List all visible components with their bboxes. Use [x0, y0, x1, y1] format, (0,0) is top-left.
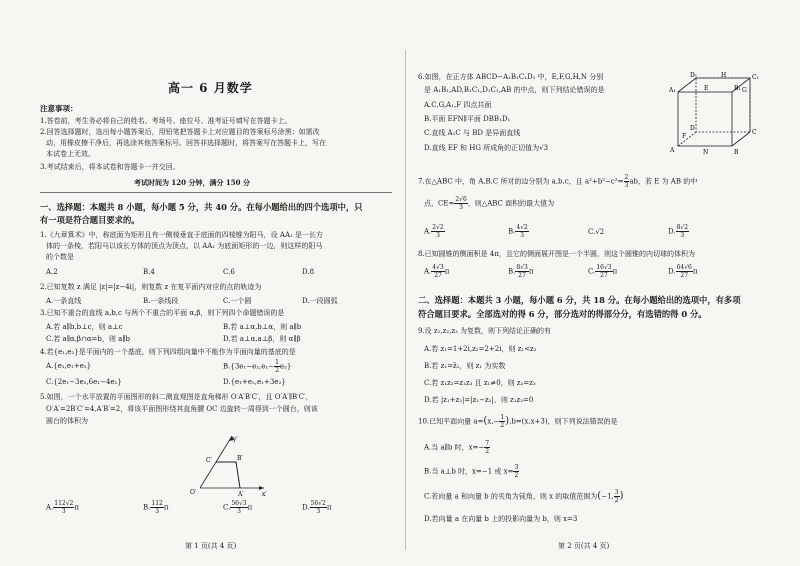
fraction-denominator: 2	[614, 497, 619, 504]
label: N	[703, 149, 709, 156]
fraction	[515, 264, 528, 279]
q4-option-a: A.{e₁,e₁+e₂}	[46, 362, 92, 370]
paren-close: )	[505, 415, 510, 427]
q10-stem-b: ,b=(x,x+3)，则下列说法错误的是	[509, 417, 618, 426]
q3-option-b: B.若 a⊥α,b⊥α，则 a∥b	[223, 323, 302, 331]
q5-line: 圆台的体积为	[46, 417, 88, 425]
fraction	[676, 224, 689, 239]
paren-open: (	[597, 490, 602, 502]
fraction-numerator: 64√6	[676, 264, 692, 271]
exam-title: 高一 6 月数学	[168, 81, 253, 95]
pi-symbol: π	[612, 267, 618, 276]
fraction-numerator: 112√2	[54, 500, 74, 507]
fraction-denominator: 2	[514, 472, 519, 479]
option-letter: B.	[508, 267, 516, 276]
label: B₁	[734, 85, 741, 92]
label: A	[670, 147, 675, 154]
label-b: B′	[237, 455, 243, 462]
fraction-numerator: 4√2	[516, 224, 528, 231]
fraction-numerator: 2√2	[432, 224, 444, 231]
fraction	[595, 264, 612, 279]
q1-option-c: C.6	[223, 268, 235, 276]
notice-line: 动，用橡皮擦干净后，再选涂其他答案标号。回答非选择题时，将答案写在答题卡上，写在	[46, 139, 326, 147]
fraction	[431, 264, 444, 279]
q6-option-c: C.直线 A₁C 与 BD 是异面直线	[424, 129, 521, 137]
q7-line-1	[418, 174, 697, 189]
section-1-heading: 一、选择题：本题共 8 小题，每小题 5 分，共 40 分。在每小题给出的四个选项中，只	[40, 202, 363, 212]
fraction	[310, 500, 327, 515]
fraction-numerator: 56√3	[231, 500, 247, 507]
fraction	[515, 224, 528, 239]
fraction-denominator: 2	[275, 367, 279, 374]
fraction-numerator: 56√2	[310, 500, 326, 507]
q5-figure	[180, 432, 270, 498]
q5-option-c	[223, 500, 252, 515]
q7-stem-a: 7.在△ABC 中，角 A,B,C 所对的边分别为 a,b,c，且 a²+b²−c²=	[418, 177, 624, 186]
q10-stem-vec: x,−	[487, 417, 500, 426]
label-y: y′	[233, 436, 238, 443]
q10-stem-a: 10.已知平面向量 a=	[418, 417, 484, 426]
paren-close: )	[619, 490, 624, 502]
q3-option-d: D.若 a⊥α,a⊥β，则 α∥β	[223, 335, 301, 343]
option-text: A.当 a∥b 时，x=−	[424, 443, 485, 452]
section-1-heading-cont: 有一项是符合题目要求的。	[40, 215, 140, 225]
label: A₁	[669, 87, 676, 94]
fraction-numerator: 4√3	[432, 264, 444, 271]
section-2-heading: 二、选择题：本题共 3 小题，每小题 6 分，共 18 分。在每小题给出的选项中，有多项	[418, 295, 741, 305]
q1-option-d: D.8	[302, 268, 315, 276]
cube-edge	[732, 132, 750, 146]
fraction	[431, 224, 444, 239]
label-o: O′	[190, 489, 197, 496]
fraction-denominator: 3	[680, 232, 685, 239]
fraction-denominator: 27	[600, 272, 608, 279]
fraction-denominator: 3	[61, 508, 66, 515]
fraction-denominator: 3	[237, 508, 241, 515]
option-text: C.若向量 a 和向量 b 的夹角为钝角，则 x 的取值范围为	[424, 492, 598, 501]
q10-option-d: D.若向量 a 在向量 b 上的投影向量为 b，则 x=3	[424, 515, 578, 523]
label: B	[734, 149, 739, 156]
label-c: C′	[206, 457, 212, 464]
option-letter: D.	[302, 503, 310, 512]
q6-option-b: B.平面 EFN∥平面 DBB₁D₁	[424, 115, 511, 123]
q5-option-d	[302, 500, 331, 515]
q6-line: 6.如图，在正方体 ABCD−A₁B₁C₁D₁ 中，E,F,G,H,N 分别	[418, 73, 604, 81]
q3-stem: 3.已知不重合的直线 a,b,c 与两个不重合的平面 α,β，则下列四个命题错误的是	[40, 309, 285, 317]
q6-option-a: A.C,G,A₁,F 四点共面	[424, 101, 492, 109]
label: C₁	[752, 74, 759, 81]
pi-symbol: π	[528, 267, 534, 276]
option-letter: A.	[424, 267, 432, 276]
exam-info: 考试时间为 120 分钟，满分 150 分	[134, 178, 250, 187]
q7-option-b	[508, 224, 529, 239]
q10-stem	[418, 414, 618, 429]
fraction-denominator: 2	[500, 422, 505, 429]
fraction-denominator: 3	[459, 204, 463, 211]
option-letter: C.	[588, 267, 596, 276]
q2-option-d: D.一段圆弧	[302, 297, 338, 305]
paren-open: (	[483, 415, 488, 427]
q3-option-c: C.若 a∥α,β∩α=b，则 a∥b	[46, 335, 131, 343]
cube-edge	[678, 132, 696, 146]
option-text: B.当 a⊥b 时，x=−1 或 x=	[424, 467, 514, 476]
q9-option-c: C.若 z₁z₂=z₁z₃ 且 z₁≠0，则 z₂=z₃	[424, 379, 536, 387]
q7-option-d	[668, 224, 689, 239]
fraction-denominator: 27	[518, 272, 526, 279]
q4-stem: 4.若{e₁,e₂}是平面内的一个基底，则下列四组向量中不能作为平面向量的基底的是	[40, 348, 296, 356]
q4-option-b-tail: e₂}	[279, 362, 292, 371]
fraction-denominator: 3	[624, 182, 629, 189]
label-x: x′	[262, 491, 267, 498]
q8-option-c	[588, 264, 617, 279]
fraction-numerator: 8√3	[516, 264, 528, 271]
fraction-numerator: 2	[624, 174, 629, 181]
divider-rule	[40, 192, 392, 193]
notice-line: 2.回答选择题时，选出每小题答案后，用铅笔把答题卡上对应题目的答案标号涂黑；如需改	[40, 128, 320, 136]
page-1	[40, 0, 395, 566]
fraction-numerator: 7	[485, 440, 490, 447]
q8-option-a	[424, 264, 449, 279]
q7-option-a	[424, 224, 445, 239]
fraction-numerator: 1	[500, 414, 505, 421]
label: D	[690, 125, 695, 132]
q9-option-d: D.若 |z₁+z₂|=|z₁−z₂|，则 z₁z₂=0	[424, 396, 534, 404]
q2-stem: 2.已知复数 z 满足 |z|=|z−4i|，则复数 z 在复平面内对应的点的轨迹为	[40, 283, 262, 291]
fraction	[484, 440, 490, 455]
q8-option-d	[668, 264, 697, 279]
q2-option-b: B.一条线段	[143, 297, 179, 305]
option-letter: D.	[668, 267, 676, 276]
fraction-denominator: 3	[155, 508, 160, 515]
range-start: −1,	[601, 492, 614, 501]
q7-stem-b: ab，若 E 为 AB 的中	[629, 177, 698, 186]
option-letter: B.	[508, 227, 516, 236]
q4-option-c: C.{2e₁−3e₂,6e₁−4e₂}	[46, 378, 122, 386]
fraction-denominator: 27	[434, 272, 442, 279]
q2-option-c: C.一个圆	[223, 297, 252, 305]
label-a: A′	[238, 491, 244, 498]
fraction	[454, 196, 467, 211]
q8-stem: 8.已知圆锥的侧面积是 4π，且它的侧面展开图是一个半圆，则这个圆锥的内切球的体积为	[418, 250, 695, 258]
q5-line: 5.如图，一个水平放置的平面图形的斜二测直观图是直角梯形 O′A′B′C′，且 O′A′∥B′C′，	[40, 393, 313, 401]
q5-option-b	[143, 500, 168, 515]
q10-option-c	[424, 489, 623, 504]
pi-symbol: π	[692, 267, 698, 276]
pi-symbol: π	[326, 503, 332, 512]
q10-option-a	[424, 440, 490, 455]
q8-option-b	[508, 264, 533, 279]
fraction	[513, 464, 519, 479]
trapezoid-side	[236, 462, 240, 488]
fraction-numerator: 8√2	[676, 224, 689, 231]
q4-option-d: D.{e₁+e₂,e₁+3e₂}	[223, 378, 286, 386]
notice-line: 1.答卷前，考生务必将自己的姓名、考场号、座位号、准考证号填写在答题卡上。	[40, 117, 292, 125]
fraction-numerator: 3	[614, 489, 619, 496]
option-letter: A.	[46, 503, 54, 512]
q9-option-b: B.若 z₁=z̄₁，则 z₁ 为实数	[424, 362, 506, 370]
page-2-footer: 第 2 页(共 4 页)	[558, 542, 610, 550]
fraction-denominator: 27	[680, 272, 689, 279]
q9-option-a: A.若 z₁=1+2i,z₂=2+2i，则 z₁<z₂	[424, 345, 537, 353]
fraction-denominator: 3	[316, 508, 321, 515]
q3-option-a: A.若 a∥b,b⊥c，则 a⊥c	[46, 323, 123, 331]
option-letter: B.	[143, 503, 151, 512]
page-1-footer: 第 1 页(共 4 页)	[185, 542, 237, 550]
q6-option-d: D.直线 EF 和 HG 所成角的正切值为√3	[424, 144, 549, 152]
option-letter: A.	[424, 227, 432, 236]
pi-symbol: π	[163, 503, 169, 512]
fraction	[230, 500, 247, 515]
fraction-numerator: 2√6	[455, 196, 467, 203]
fraction-numerator: 16√3	[596, 264, 612, 271]
q10-option-b	[424, 464, 519, 479]
pi-symbol: π	[74, 503, 79, 512]
pi-symbol: π	[247, 503, 253, 512]
q6-line: 是 A₁B₁,AD,B₁C₁,D₁C₁,AB 的中点，则下列结论错误的是	[424, 86, 605, 94]
cube-figure	[666, 70, 762, 160]
q1-option-a: A.2	[46, 268, 58, 276]
pi-symbol: π	[444, 267, 450, 276]
q9-stem: 9.设 z₁,z₂,z₃ 为复数，则下列结论正确的有	[418, 327, 552, 335]
section-2-heading-cont: 符合题目要求。全部选对的得 6 分，部分选对的得部分分，有选错的得 0 分。	[418, 309, 707, 319]
q7-option-c: C.√2	[588, 228, 605, 236]
option-letter: D.	[668, 227, 676, 236]
fraction	[676, 264, 693, 279]
x-arrow	[259, 486, 264, 490]
page-2	[418, 0, 763, 566]
label: C	[752, 129, 757, 136]
fraction-denominator: 3	[436, 232, 440, 239]
q7-stem-d: ，则△ABC 面积的最大值为	[467, 199, 555, 208]
q5-line: O′A′=2B′C′=4,A′B′=2，将该平面图形绕其直角腰 OC 边旋转一周得到一个圆台，则该	[46, 405, 318, 413]
label: E	[704, 85, 709, 92]
q1-line: 1.《九章算术》中，称底面为矩形且有一侧棱垂直于底面的四棱锥为阳马，设 AA₁ 是一长方	[40, 231, 324, 239]
q1-line: 的个数是	[46, 253, 74, 261]
fraction-numerator: 3	[514, 464, 519, 471]
fraction-denominator: 3	[520, 232, 525, 239]
q1-option-b: B.4	[143, 268, 155, 276]
label: G	[742, 87, 747, 94]
notice-heading: 注意事项：	[40, 104, 78, 113]
label: H	[721, 72, 727, 79]
fraction-denominator: 2	[485, 448, 490, 455]
option-letter: C.	[223, 503, 231, 512]
q4-option-b-text: B.{3e₁−e₂,e₁−	[223, 362, 275, 371]
fraction	[53, 500, 74, 515]
label: F	[682, 133, 687, 140]
q2-option-a: A.一条直线	[46, 297, 82, 305]
fraction	[150, 500, 163, 515]
q7-stem-c: 点，CE=	[424, 199, 455, 208]
q5-option-a	[46, 500, 79, 515]
q7-line-2	[424, 196, 554, 211]
notice-line: 3.考试结束后，将本试卷和答题卡一并交回。	[40, 163, 180, 171]
cube-edge	[678, 78, 696, 92]
notice-line: 本试卷上无效。	[46, 150, 95, 158]
label: D₁	[690, 72, 698, 79]
q1-line: 体的一条棱，若阳马以该长方体的顶点为顶点，以 AA₁ 为底面矩形的一边，则这样的阳马	[46, 242, 323, 250]
page-divider	[405, 50, 406, 550]
fraction-numerator: 1	[275, 359, 279, 366]
fraction-numerator: 112	[151, 500, 163, 507]
q4-option-b	[223, 359, 291, 374]
